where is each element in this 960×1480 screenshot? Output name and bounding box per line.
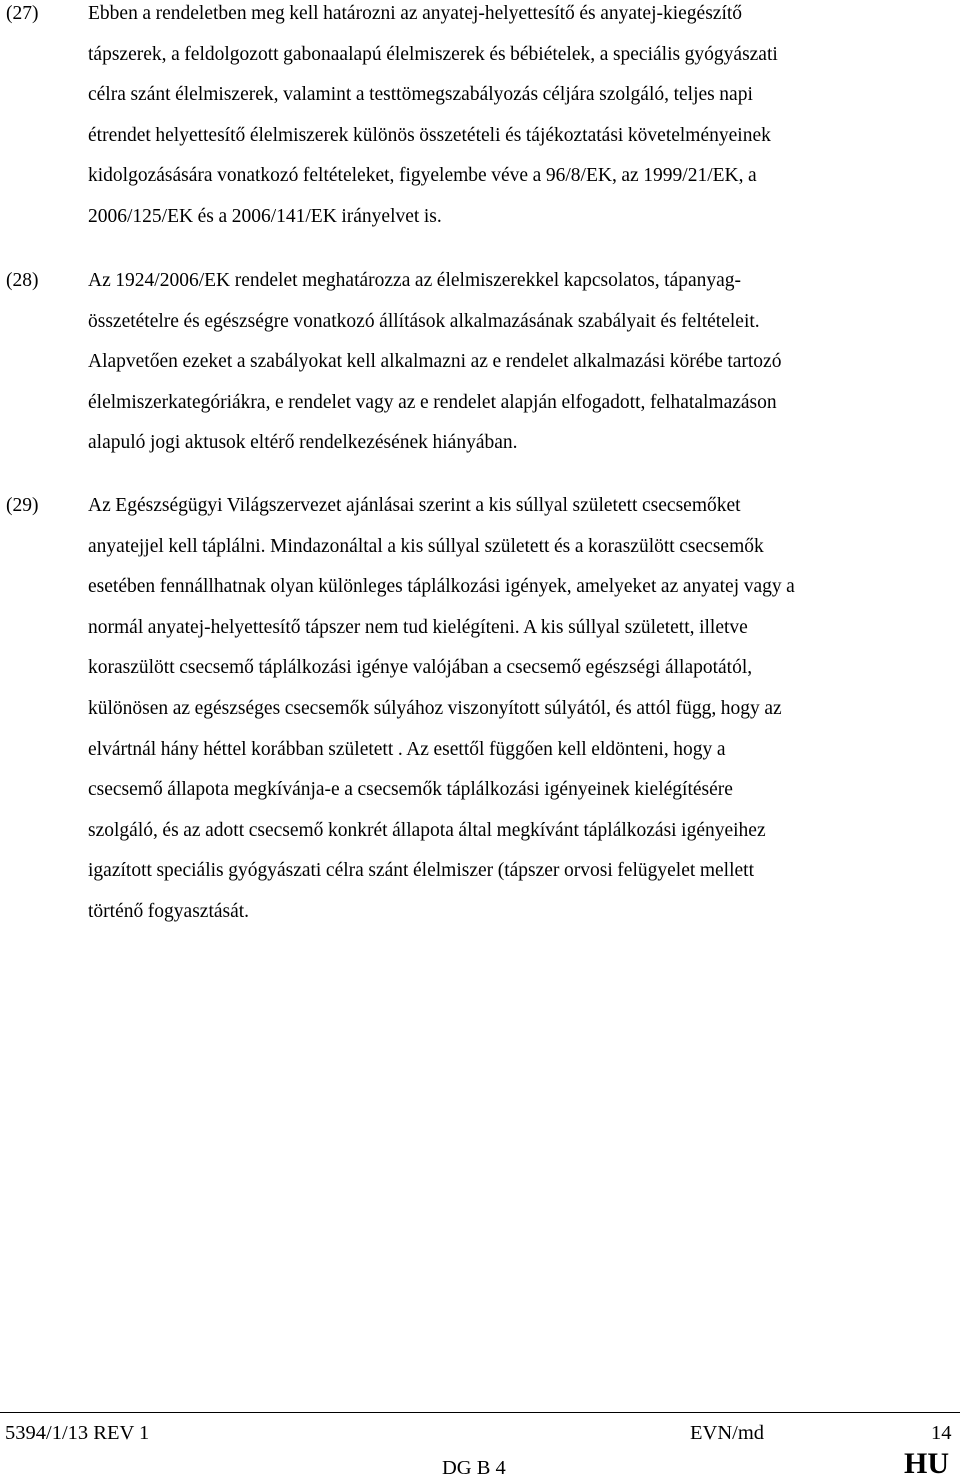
text-line: kidolgozásására vonatkozó feltételeket, figyelembe véve a 96/8/EK, az 1999/21/EK, a (88, 165, 757, 187)
footer-language-code: HU (904, 1447, 949, 1480)
text-line: összetételre és egészségre vonatkozó állítások alkalmazásának szabályait és feltételeit. (88, 310, 760, 332)
text-line: különösen az egészséges csecsemők súlyához viszonyított súlyától, és attól függ, hogy az (88, 697, 782, 719)
text-line: Ebben a rendeletben meg kell határozni az anyatej-helyettesítő és anyatej-kiegészítő (88, 3, 743, 24)
paragraph-text (88, 0, 956, 238)
footer-directorate: DG B 4 (442, 1457, 506, 1479)
text-line: történő fogyasztását. (88, 900, 250, 922)
text-line: Alapvetően ezeket a szabályokat kell alkalmazni az e rendelet alkalmazási körébe tartozó (88, 351, 782, 373)
text-line: csecsemő állapota megkívánja-e a csecsemők táplálkozási igényeinek kielégítésére (88, 779, 733, 801)
text-line: koraszülött csecsemő táplálkozási igénye valójában a csecsemő egészségi állapotától, (88, 657, 753, 679)
paragraph-number: (27) (6, 3, 39, 24)
text-line: anyatejjel kell táplálni. Mindazonáltal a kis súllyal született és a koraszülött csecsemők (88, 535, 764, 557)
paragraph-number: (29) (6, 495, 39, 516)
text-line: 2006/125/EK és a 2006/141/EK irányelvet is. (88, 205, 442, 227)
text-line: normál anyatej-helyettesítő tápszer nem tud kielégíteni. A kis súllyal született, illetve (88, 616, 748, 638)
text-line: étrendet helyettesítő élelmiszerek különös összetételi és tájékoztatási követelményeinek (88, 124, 771, 146)
text-line: esetében fennállhatnak olyan különleges táplálkozási igények, amelyeket az anyatej vagy a (88, 576, 795, 598)
footer-reference: EVN/md (690, 1422, 765, 1444)
paragraph-text (88, 486, 956, 933)
text-line: Az Egészségügyi Világszervezet ajánlásai szerint a kis súllyal született csecsemőket (88, 495, 741, 516)
text-line: célra szánt élelmiszerek, valamint a testtömegszabályozás céljára szolgáló, teljes napi (88, 84, 753, 106)
footer-document-number: 5394/1/13 REV 1 (5, 1422, 150, 1444)
paragraph-number: (28) (6, 270, 39, 291)
text-line: Az 1924/2006/EK rendelet meghatározza az élelmiszerekkel kapcsolatos, tápanyag- (88, 270, 742, 291)
text-line: alapuló jogi aktusok eltérő rendelkezésének hiányában. (88, 432, 518, 454)
text-line: szolgáló, és az adott csecsemő konkrét állapota által megkívánt táplálkozási igényeihez (88, 819, 766, 841)
paragraph-text (88, 261, 956, 464)
text-line: tápszerek, a feldolgozott gabonaalapú élelmiszerek és bébiételek, a speciális gyógyászati (88, 43, 778, 65)
footer-page-number: 14 (931, 1422, 952, 1444)
text-line: elvártnál hány héttel korábban született . Az esettől függően kell eldönteni, hogy a (88, 738, 726, 760)
text-line: élelmiszerkategóriákra, e rendelet vagy az e rendelet alapján elfogadott, felhatalmazáson (88, 391, 777, 413)
text-line: igazított speciális gyógyászati célra szánt élelmiszer (tápszer orvosi felügyelet mellett (88, 860, 754, 882)
footer-divider (0, 1412, 960, 1413)
